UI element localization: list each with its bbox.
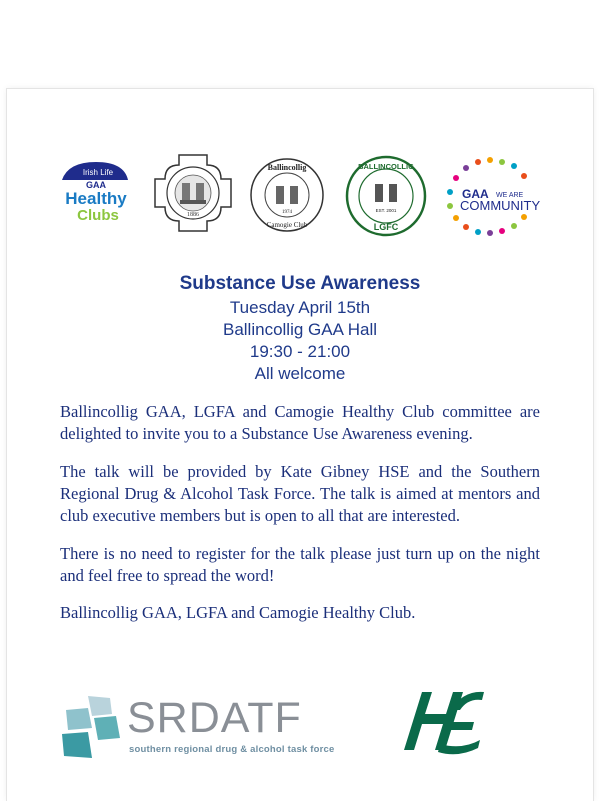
camogie-top-text: Ballincollig — [267, 163, 307, 172]
invite-paragraph: Ballincollig GAA, LGFA and Camogie Healthy Club committee are delighted to invite you to a Substance Use Awareness evening. — [60, 402, 540, 443]
hse-mark-icon — [394, 684, 488, 756]
hse-text: HSE — [394, 684, 397, 685]
ballincollig-lgfc-logo — [344, 154, 428, 238]
irish-life-text: Irish Life — [82, 168, 114, 177]
registration-paragraph: There is no need to register for the talk please just turn up on the night and feel free to spread the word! — [60, 544, 540, 585]
camogie-year: 1974 — [282, 210, 292, 215]
event-note: All welcome — [254, 364, 346, 383]
healthy-text: Healthy — [65, 189, 127, 208]
crest-year: 1886 — [187, 212, 199, 218]
speaker-paragraph: The talk will be provided by Kate Gibney HSE and the Southern Regional Drug & Alcohol Task Force. The talk is aimed at mentors and club executive members but is open to all that are interested. — [60, 462, 540, 525]
community-gaa-text: GAA — [462, 187, 489, 201]
ballincollig-camogie-logo — [248, 156, 326, 234]
event-venue: Ballincollig GAA Hall — [222, 320, 377, 339]
community-text: COMMUNITY — [460, 198, 541, 213]
cnc-crest-logo — [151, 151, 235, 235]
event-time: 19:30 - 21:00 — [249, 342, 351, 361]
srdatf-mark-icon — [58, 694, 128, 760]
lgfc-bottom-text: LGFC — [373, 222, 399, 232]
gaa-text: GAA — [86, 180, 106, 190]
clubs-text: Clubs — [77, 207, 119, 224]
srdatf-logo — [58, 694, 128, 760]
camogie-bottom-text: Camogie Club — [266, 221, 308, 229]
lgfc-est-text: EST. 2001 — [375, 208, 397, 213]
event-date: Tuesday April 15th — [229, 298, 371, 317]
we-are-text: WE ARE — [496, 192, 524, 199]
event-title: Substance Use Awareness — [179, 273, 421, 294]
gaa-we-are-community-logo — [438, 154, 550, 238]
lgfc-top-text: BALLINCOLLIG — [358, 162, 414, 171]
srdatf-wordmark: SRDATF — [127, 694, 302, 742]
hse-logo — [394, 684, 488, 756]
gaa-healthy-clubs-logo — [58, 158, 134, 224]
srdatf-fullname: southern regional drug & alcohol task force — [129, 744, 335, 755]
signoff-paragraph: Ballincollig GAA, LGFA and Camogie Healthy Club. — [60, 603, 416, 622]
